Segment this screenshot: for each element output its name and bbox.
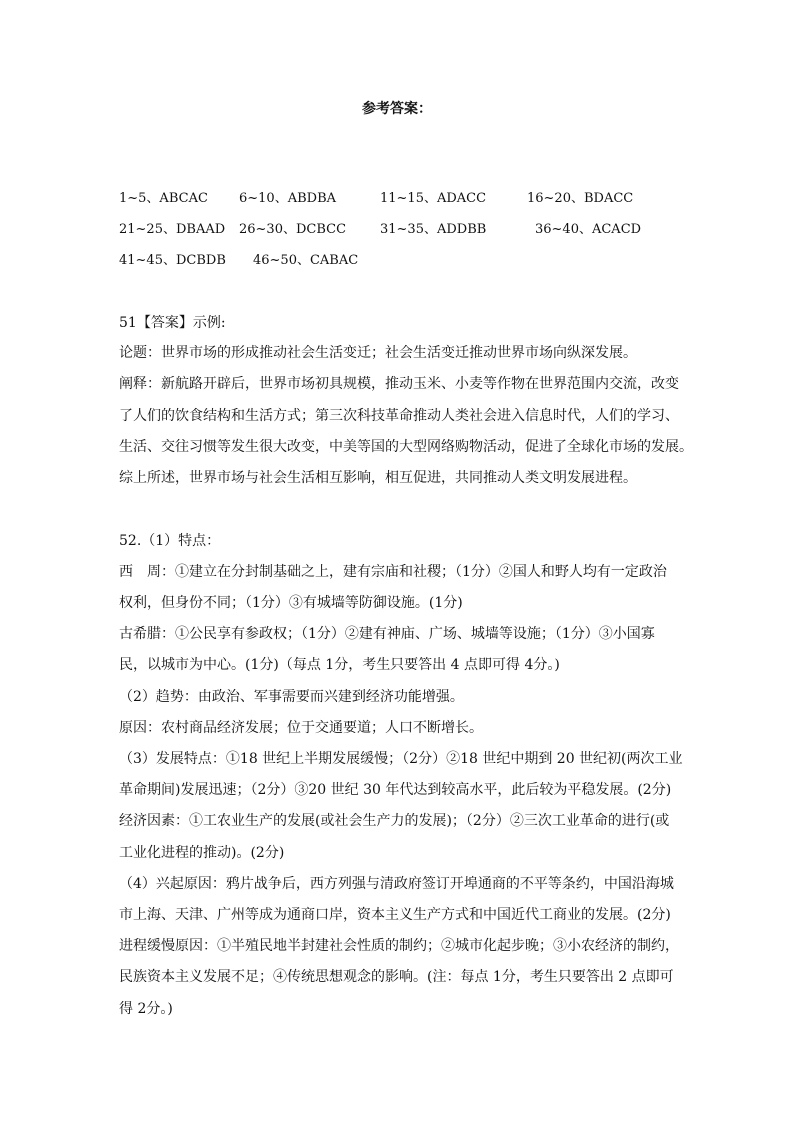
mc-answer: 36~40、ACACD <box>535 222 642 237</box>
q52-line: 进程缓慢原因：①半殖民地半封建社会性质的制约；②城市化起步晚；③小农经济的制约， <box>119 938 679 954</box>
mc-answer: 1~5、ABCAC <box>119 191 208 206</box>
q51-line: 阐释：新航路开辟后，世界市场初具规模，推动玉米、小麦等作物在世界范围内交流，改变 <box>119 376 679 392</box>
q51-line: 论题：世界市场的形成推动社会生活变迁；社会生活变迁推动世界市场向纵深发展。 <box>119 345 637 361</box>
q52-line: 民族资本主义发展不足；④传统思想观念的影响。(注：每点 1分，考生只要答出 2 点即可 <box>119 969 674 985</box>
q52-line: 工业化进程的推动)。(2分) <box>119 845 285 861</box>
q52-line: 原因：农村商品经济发展；位于交通要道；人口不断增长。 <box>119 720 483 736</box>
mc-answer: 46~50、CABAC <box>253 253 359 268</box>
mc-answer: 21~25、DBAAD <box>119 222 226 237</box>
q52-line: 民，以城市为中心。(1分)（每点 1分，考生只要答出 4 点即可得 4分。) <box>119 657 560 673</box>
q52-line: （3）发展特点：①18 世纪上半期发展缓慢；（2分）②18 世纪中期到 20 世纪初(两次工业 <box>119 751 683 767</box>
q52-line: 革命期间)发展迅速；（2分）③20 世纪 30 年代达到较高水平，此后较为平稳发展。(2分) <box>119 782 672 798</box>
q51-line: 综上所述，世界市场与社会生活相互影响，相互促进，共同推动人类文明发展进程。 <box>119 470 637 486</box>
q51-heading: 51【答案】示例: <box>119 315 226 331</box>
mc-answer: 31~35、ADDBB <box>380 222 487 237</box>
mc-answer: 16~20、BDACC <box>527 191 634 206</box>
q52-line: 经济因素：①工农业生产的发展(或社会生产力的发展)；（2分）②三次工业革命的进行(或 <box>119 813 670 829</box>
mc-answer: 6~10、ABDBA <box>239 191 337 206</box>
q51-line: 了人们的饮食结构和生活方式；第三次科技革命推动人类社会进入信息时代，人们的学习、 <box>119 408 679 424</box>
q52-line: 权利，但身份不同；（1分）③有城墙等防御设施。(1分) <box>119 595 463 611</box>
q52-line: 西 周：①建立在分封制基础之上，建有宗庙和社稷；（1分）②国人和野人均有一定政治 <box>119 564 667 580</box>
q52-line: 市上海、天津、广州等成为通商口岸，资本主义生产方式和中国近代工商业的发展。(2分) <box>119 907 671 923</box>
page-title: 参考答案： <box>362 101 432 117</box>
q52-line: 古希腊：①公民享有参政权；（1分）②建有神庙、广场、城墙等设施；（1分）③小国寡 <box>119 626 655 642</box>
mc-answer: 41~45、DCBDB <box>119 253 226 268</box>
q52-line: （2）趋势：由政治、军事需要而兴建到经济功能增强。 <box>119 689 464 705</box>
q51-line: 生活、交往习惯等发生很大改变，中美等国的大型网络购物活动，促进了全球化市场的发展。 <box>119 439 693 455</box>
q52-heading: 52.（1）特点： <box>119 533 221 549</box>
mc-answer: 26~30、DCBCC <box>239 222 347 237</box>
mc-answer: 11~15、ADACC <box>380 191 487 206</box>
q52-line: （4）兴起原因：鸦片战争后，西方列强与清政府签订开埠通商的不平等条约，中国沿海城 <box>119 876 674 892</box>
q52-line: 得 2分。) <box>119 1001 173 1017</box>
